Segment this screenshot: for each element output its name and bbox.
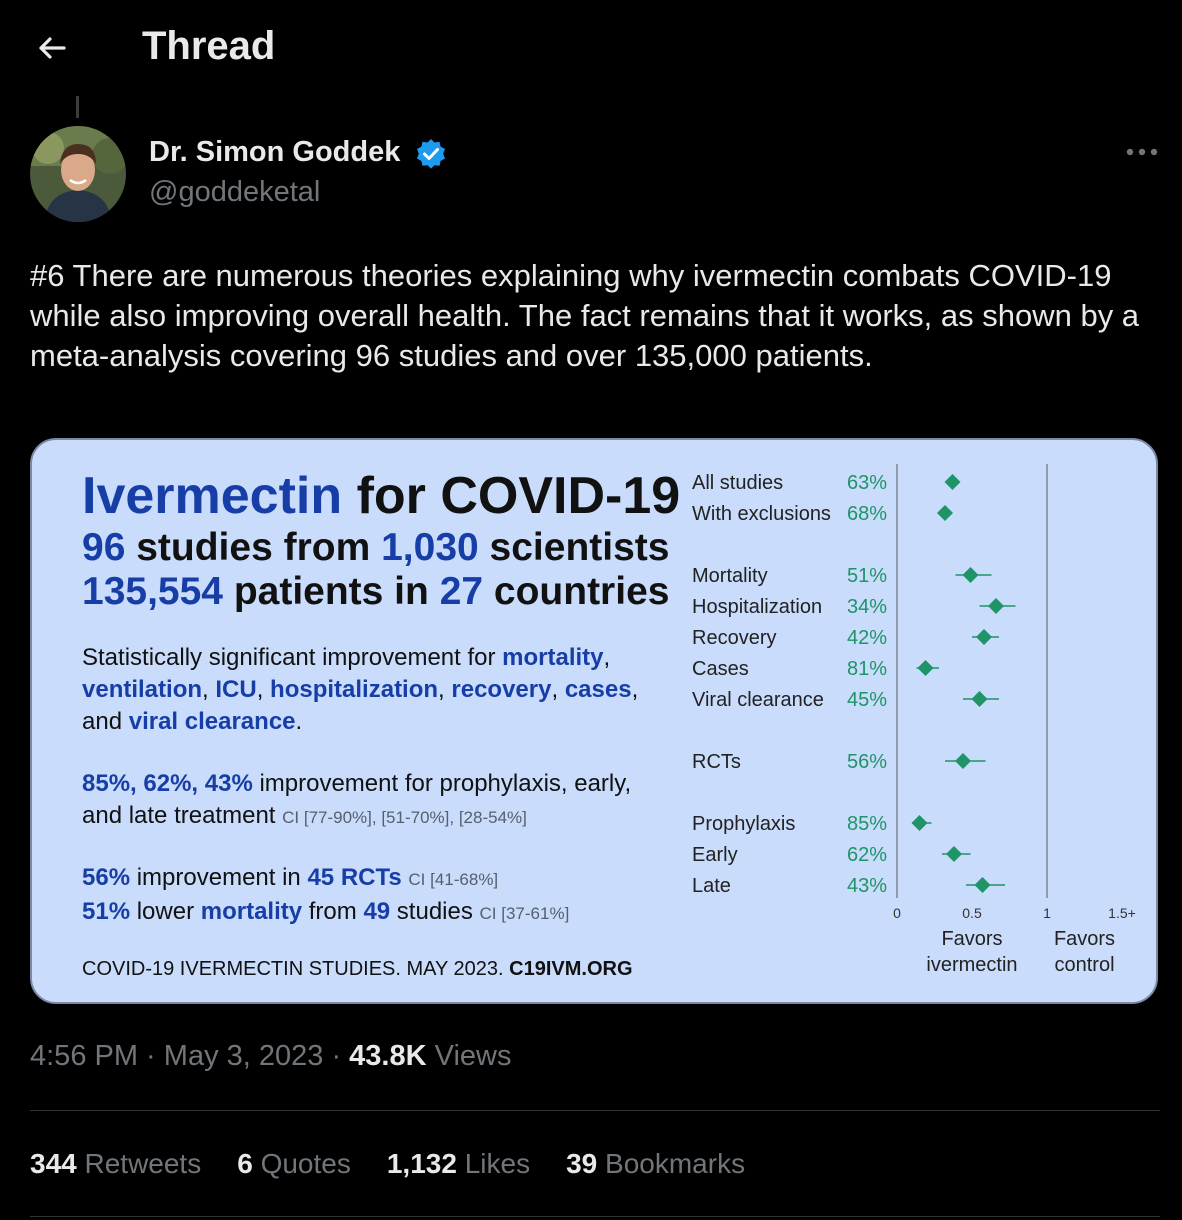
card-keyword: 51% (82, 898, 131, 925)
card-text: , (438, 676, 452, 703)
views-label: Views (426, 1040, 512, 1072)
forest-point-marker (946, 846, 962, 862)
confidence-interval: CI [41-68%] (408, 870, 499, 889)
likes-label: Likes (456, 1148, 531, 1179)
forest-row-percent: 34% (846, 596, 887, 618)
forest-x-tick-label: 0 (893, 905, 901, 921)
card-text: studies from (125, 526, 382, 569)
card-keyword: hospitalization (270, 676, 439, 703)
bookmarks-count: 39 (566, 1148, 598, 1179)
card-text: from (302, 898, 364, 925)
card-text: , (603, 644, 611, 671)
forest-row-label: Prophylaxis (692, 813, 796, 835)
thread-header (0, 0, 1182, 96)
bookmarks-label: Bookmarks (597, 1148, 746, 1179)
patients-count: 135,554 (82, 570, 223, 613)
author-name[interactable]: Dr. Simon Goddek (149, 136, 401, 168)
quotes-count: 6 (237, 1148, 253, 1179)
quotes-label: Quotes (252, 1148, 351, 1179)
favors-ivermectin-label: ivermectin (926, 954, 1018, 976)
forest-x-tick-label: 1 (1043, 905, 1051, 921)
forest-row-percent: 81% (846, 658, 887, 680)
forest-row-label: Viral clearance (692, 689, 824, 711)
card-keyword: cases (564, 676, 632, 703)
card-text: improvement in (130, 864, 308, 891)
forest-point-marker (988, 598, 1004, 614)
card-keyword: mortality (200, 898, 303, 925)
card-keyword: 85%, 62%, 43% (82, 770, 253, 797)
forest-point-marker (937, 505, 953, 521)
card-title (82, 466, 680, 526)
divider (30, 1110, 1160, 1111)
favors-ivermectin-label: Favors (941, 928, 1003, 950)
card-keyword: ICU (215, 676, 257, 703)
retweets-count: 344 (30, 1148, 77, 1179)
likes-count: 1,132 (386, 1148, 457, 1179)
card-keyword: recovery (451, 676, 552, 703)
views-count: 43.8K (349, 1040, 427, 1072)
tweet-time[interactable]: 4:56 PM (30, 1040, 138, 1072)
card-title-drug: Ivermectin (82, 467, 343, 525)
card-subtitle-studies (82, 526, 669, 570)
card-text: , (256, 676, 271, 703)
tweet-text: #6 There are numerous theories explaining why ivermectin combats COVID-19 while also improving overall health. The fact remains that it works, as shown by a meta-analysis covering 96 studies and over 135,000 patients. (30, 258, 1140, 373)
separator: · (138, 1040, 164, 1072)
forest-row-percent: 56% (846, 751, 887, 773)
card-footer-text: COVID-19 IVERMECTIN STUDIES. MAY 2023. (82, 958, 510, 980)
verified-badge-icon (414, 137, 448, 171)
countries-count: 27 (439, 570, 484, 613)
divider (30, 1216, 1160, 1217)
confidence-interval: CI [37-61%] (479, 904, 570, 923)
forest-row-label: Mortality (692, 565, 768, 587)
favors-control-label: Favors (1053, 928, 1116, 950)
confidence-interval: CI [77-90%], [51-70%], [28-54%] (282, 808, 527, 827)
tweet-image-card[interactable] (30, 438, 1158, 1004)
separator: · (323, 1040, 350, 1072)
card-text: , (202, 676, 216, 703)
card-text: patients in (222, 570, 440, 613)
thread-connector-line (76, 96, 79, 118)
avatar-image (30, 126, 126, 222)
forest-row-label: RCTs (692, 751, 741, 773)
tweet-date[interactable]: May 3, 2023 (163, 1040, 324, 1072)
card-footer-site: C19IVM.ORG (509, 958, 633, 980)
more-options-icon[interactable] (1122, 140, 1162, 164)
engagement-stats (30, 1148, 781, 1180)
card-keyword: 49 (363, 898, 391, 925)
forest-point-marker (955, 753, 971, 769)
retweets-stat[interactable] (30, 1148, 201, 1179)
card-text: lower (130, 898, 201, 925)
page-title: Thread (142, 24, 276, 68)
forest-point-marker (975, 877, 991, 893)
card-text: scientists (478, 526, 670, 569)
card-keyword: viral clearance (128, 708, 296, 735)
forest-row-percent: 85% (846, 813, 887, 835)
forest-row-percent: 51% (846, 565, 887, 587)
card-keyword: mortality (502, 644, 604, 671)
forest-row-percent: 68% (846, 503, 887, 525)
author-handle[interactable]: @goddeketal (149, 176, 321, 208)
likes-stat[interactable] (387, 1148, 530, 1179)
card-keyword: 56% (82, 864, 131, 891)
card-text: improvement for prophylaxis, early, (252, 770, 632, 797)
card-text: countries (483, 570, 670, 613)
forest-point-marker (912, 815, 928, 831)
card-paragraph-outcomes (82, 642, 638, 738)
card-title-rest: for COVID-19 (342, 467, 681, 525)
forest-row-label: Recovery (692, 627, 777, 649)
forest-x-tick-label: 0.5 (962, 905, 982, 921)
card-text: Statistically significant improvement for (82, 644, 503, 671)
forest-point-marker (945, 474, 961, 490)
back-arrow-icon[interactable] (32, 28, 72, 68)
forest-row-percent: 63% (846, 472, 887, 494)
forest-row-label: With exclusions (692, 503, 831, 525)
avatar[interactable] (30, 126, 126, 222)
forest-point-marker (918, 660, 934, 676)
forest-row-label: Late (692, 875, 731, 897)
card-text: . (295, 708, 303, 735)
forest-row-percent: 62% (846, 844, 887, 866)
card-subtitle-patients (82, 570, 669, 614)
forest-point-marker (972, 691, 988, 707)
forest-row-percent: 45% (846, 689, 887, 711)
retweets-label: Retweets (76, 1148, 202, 1179)
forest-row-percent: 42% (846, 627, 887, 649)
favors-control-label: control (1054, 954, 1115, 976)
card-text: , (631, 676, 639, 703)
card-text: studies (390, 898, 480, 925)
bookmarks-stat[interactable] (566, 1148, 745, 1179)
forest-x-tick-label: 1.5+ (1108, 905, 1136, 921)
card-text: , (551, 676, 565, 703)
forest-row-label: Hospitalization (692, 596, 823, 618)
card-keyword: 45 RCTs (307, 864, 402, 891)
card-text: and (82, 708, 129, 735)
card-keyword: ventilation (82, 676, 203, 703)
forest-plot-chart (687, 458, 1157, 988)
tweet-timestamp (30, 1040, 511, 1073)
forest-row-label: Early (692, 844, 738, 866)
studies-count: 96 (82, 526, 126, 569)
forest-row-label: Cases (692, 658, 749, 680)
forest-point-marker (976, 629, 992, 645)
card-paragraph-treatment (82, 768, 631, 834)
forest-point-marker (963, 567, 979, 583)
card-paragraph-rcts (82, 862, 569, 930)
forest-row-label: All studies (692, 472, 784, 494)
scientists-count: 1,030 (381, 526, 479, 569)
card-footer (82, 958, 633, 981)
forest-row-percent: 43% (846, 875, 887, 897)
card-text: and late treatment (82, 802, 283, 829)
quotes-stat[interactable] (237, 1148, 351, 1179)
